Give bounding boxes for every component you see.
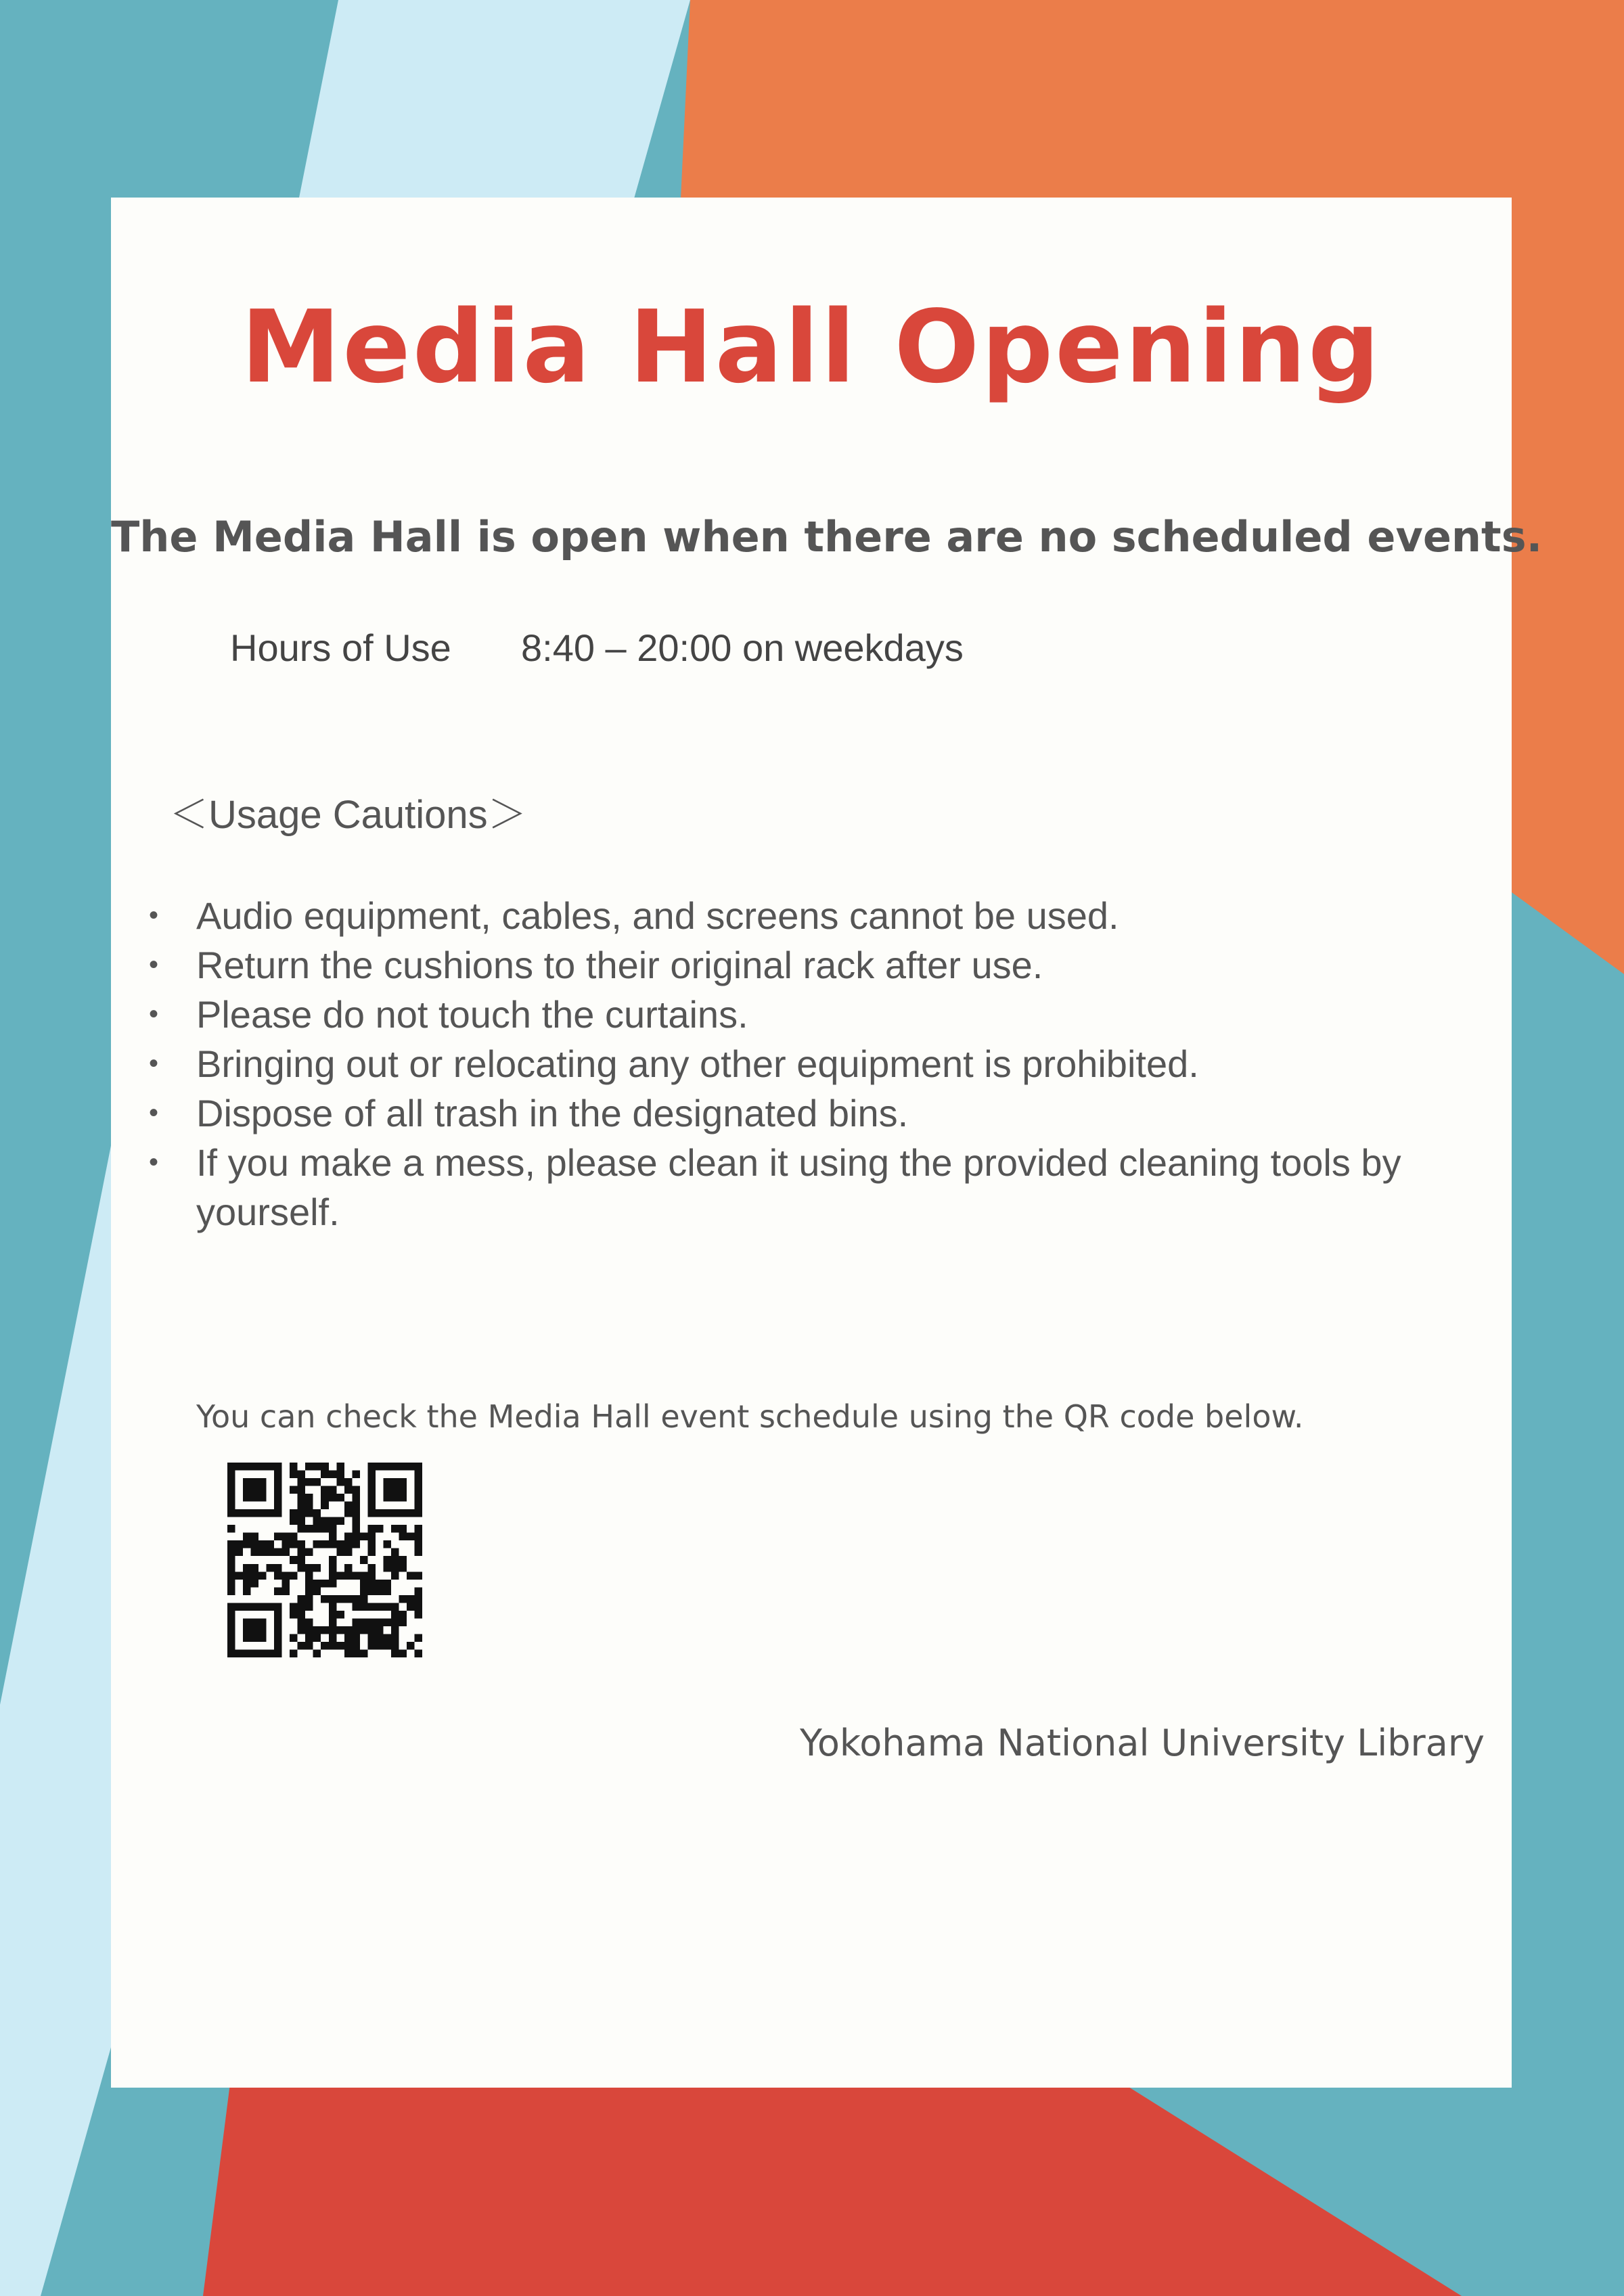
organization-name: Yokohama National University Library — [800, 1722, 1485, 1764]
hours-of-use — [230, 626, 964, 670]
qr-code-icon[interactable] — [227, 1463, 422, 1657]
cautions-heading: ＜Usage Cautions＞ — [169, 793, 527, 837]
bullet: • — [149, 900, 159, 930]
bullet: • — [149, 1098, 159, 1128]
hours-label: Hours of Use — [230, 626, 451, 669]
hours-value: 8:40 – 20:00 on weekdays — [521, 626, 964, 669]
poster-card — [111, 198, 1543, 2088]
bullet: • — [149, 999, 159, 1029]
list-item: • Dispose of all trash in the designated bins. — [111, 1088, 1512, 1138]
list-item: • Audio equipment, cables, and screens cannot be used. — [111, 891, 1512, 940]
poster-title: Media Hall Opening — [241, 289, 1382, 405]
list-item: • Return the cushions to their original rack after use. — [111, 940, 1512, 990]
list-item: • If you make a mess, please clean it using the provided cleaning tools by yourself. — [111, 1138, 1512, 1237]
qr-note: You can check the Media Hall event schedule using the QR code below. — [196, 1398, 1304, 1435]
list-item: • Please do not touch the curtains. — [111, 990, 1512, 1039]
cautions-list — [111, 891, 1512, 1237]
list-item: • Bringing out or relocating any other equipment is prohibited. — [111, 1039, 1512, 1088]
bullet: • — [149, 1049, 159, 1078]
bullet: • — [149, 950, 159, 980]
poster-subtitle: The Media Hall is open when there are no scheduled events. — [111, 512, 1543, 561]
bullet: • — [149, 1147, 159, 1177]
